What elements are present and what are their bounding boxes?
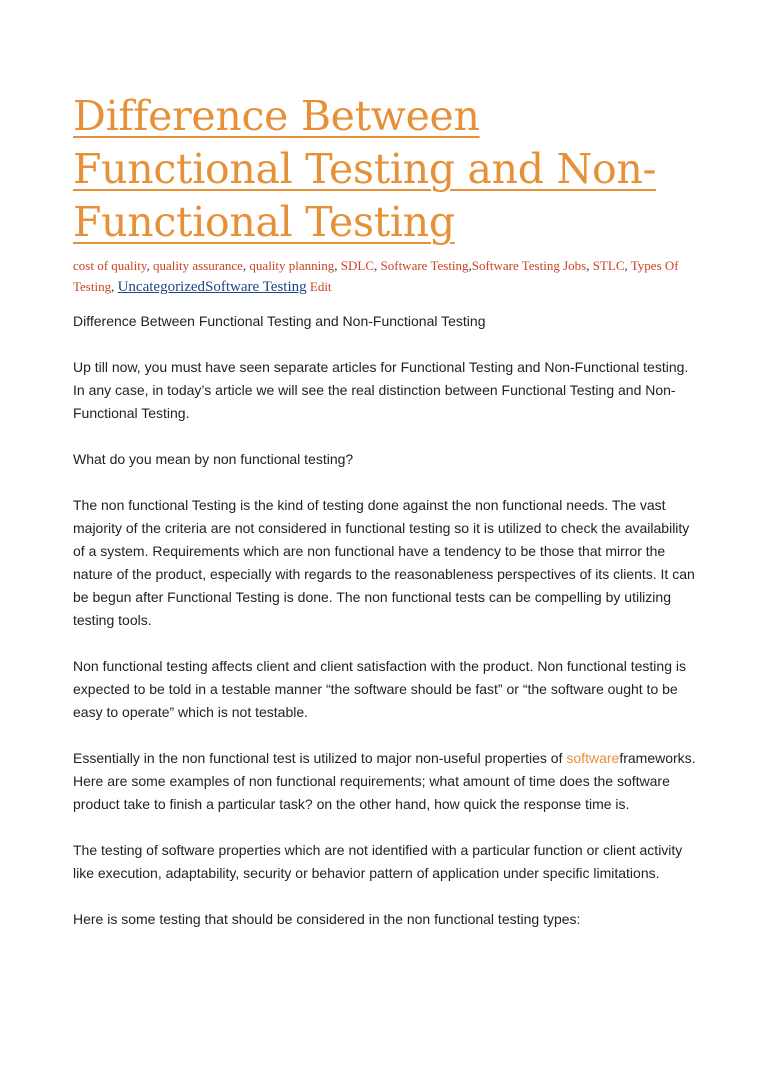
paragraph-definition: The non functional Testing is the kind of testing done against the non functional needs. The vast majority of the criteria are not considered in functional testing so it is utilized to check the availability of a system. Requirements which are non functional have a tendency to be those that mirror the nature of the product, especially with regards to the reasonableness perspectives of its clients. It can be begun after Functional Testing is done. The non functional tests can be compelling by utilizing testing tools. [73,497,695,628]
edit-link[interactable]: Edit [309,279,332,294]
paragraph-intro: Up till now, you must have seen separate articles for Functional Testing and Non-Functional testing. In any case, in today’s article we will see the real distinction between Functional Testing and Non-Functional Testing. [73,359,689,421]
category-link-types-of-testing[interactable]: Types Of Testing [73,258,679,294]
tag-link-software-testing[interactable]: Software Testing [205,279,307,295]
uncategorized-link[interactable]: Uncategorized [117,279,206,295]
category-link-software-testing[interactable]: Software Testing [380,258,469,273]
category-link-sdlc[interactable]: SDLC [340,258,375,273]
article-body [73,310,698,931]
paragraph-satisfaction: Non functional testing affects client and client satisfaction with the product. Non functional testing is expected to be told in a testable manner “the software should be fast” or “the software ought to be easy to operate” which is not testable. [73,658,686,720]
paragraph-examples [73,747,698,816]
paragraph-examples-start: Essentially in the non functional test is utilized to major non-useful properties of [73,750,567,766]
paragraph-examples-end: frameworks. Here are some examples of non functional requirements; what amount of time does the software product take to finish a particular task? on the other hand, how quick the response time is. [73,750,696,812]
category-link-software-testing-jobs[interactable]: Software Testing Jobs [471,258,587,273]
paragraph-types-intro: Here is some testing that should be considered in the non functional testing types: [73,911,581,927]
document-page [73,90,698,954]
category-list: cost of quality, quality assurance, quality planning, SDLC, Software Testing,Software Testing Jobs, STLC, Types Of Testing, UncategorizedSoftware Testing Edit [73,258,679,295]
software-link[interactable]: software [566,750,620,766]
category-link-stlc[interactable]: STLC [592,258,625,273]
article-title[interactable]: Difference Between Functional Testing and Non-Functional Testing [73,92,657,246]
paragraph-question: What do you mean by non functional testing? [73,451,354,467]
category-link-quality-planning[interactable]: quality planning [249,258,335,273]
category-link-quality-assurance[interactable]: quality assurance [153,258,243,273]
paragraph-heading: Difference Between Functional Testing and Non-Functional Testing [73,313,486,329]
category-link-cost-of-quality[interactable]: cost of quality [73,258,147,273]
paragraph-properties: The testing of software properties which are not identified with a particular function or client activity like execution, adaptability, security or behavior pattern of application under specific limitations. [73,842,683,881]
